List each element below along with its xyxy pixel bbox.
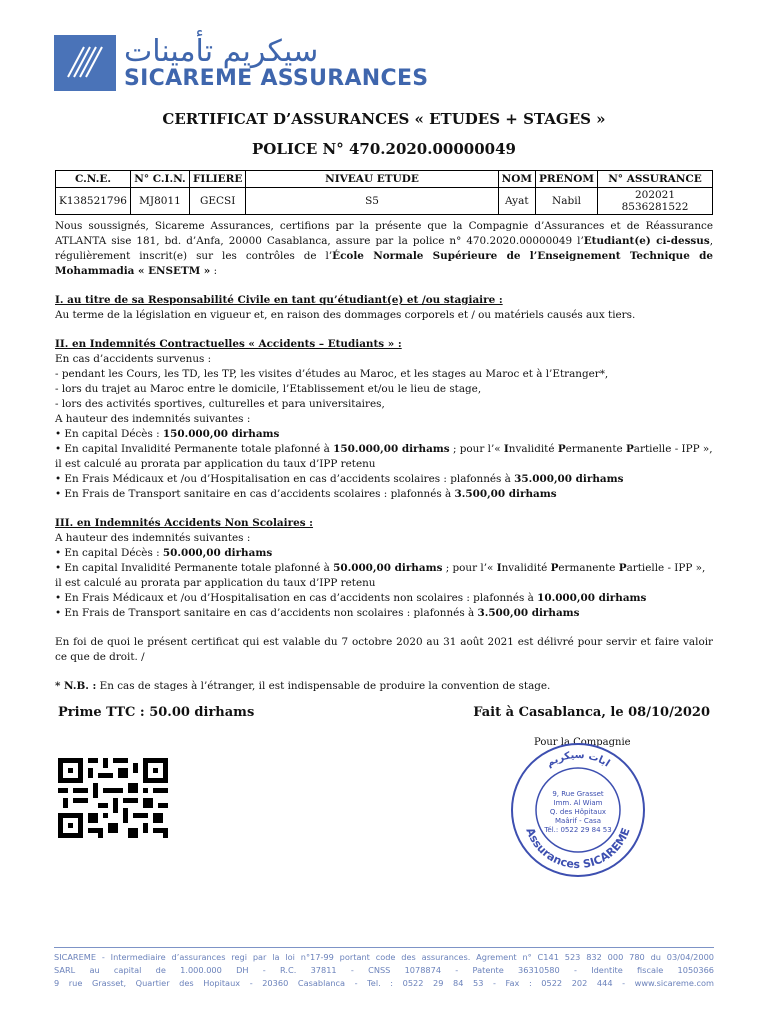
label: • En capital Invalidité Permanente totale plafonné à: [55, 562, 334, 574]
amount: 150.000,00 dirhams: [333, 443, 450, 455]
intro-text-1: Nous soussignés, Sicareme Assurances, certifions par la présente que la Compagnie d’Assurances et de Réassurance ATLANTA sise 181, bd. d’Anfa, 20000 Casablanca, assure par la police n° 470.2020.00000049 l’: [55, 220, 713, 247]
label: • En Frais de Transport sanitaire en cas d’accidents non scolaires : plafonnés à: [55, 607, 478, 619]
label: • En capital Décès :: [55, 547, 163, 559]
label: • En Frais Médicaux et /ou d’Hospitalisation en cas d’accidents scolaires : plafonnés à: [55, 473, 515, 485]
qr-code-icon: [58, 758, 168, 838]
stamp-line: Q. des Hôpitaux: [549, 808, 607, 816]
col-cin: N° C.I.N.: [130, 171, 189, 188]
cell-cne: K138521796: [56, 188, 131, 215]
table-row: [56, 188, 713, 215]
nb-text: En cas de stages à l’étranger, il est indispensable de produire la convention de stage.: [96, 680, 551, 692]
footer-divider: [54, 947, 714, 948]
section1-text: Au terme de la législation en vigueur et, en raison des dommages corporels et / ou matériels causés aux tiers.: [55, 309, 636, 321]
label: • En capital Invalidité Permanente totale plafonné à: [55, 443, 334, 455]
company-stamp: [508, 740, 648, 880]
label: ; pour l’«: [442, 562, 497, 574]
label: artielle - IPP », il est calculé au prorata par application du taux d’IPP retenu: [55, 443, 713, 470]
ipp-letter: P: [557, 443, 566, 455]
table-header-row: [56, 171, 713, 188]
amount: 50.000,00 dirhams: [162, 547, 273, 559]
col-cne: C.N.E.: [56, 171, 131, 188]
stamp-line: 9, Rue Grasset: [552, 790, 604, 798]
ipp-letter: I: [503, 443, 509, 455]
amount: 35.000,00 dirhams: [514, 473, 624, 485]
amount: 10.000,00 dirhams: [537, 592, 647, 604]
amount: 50.000,00 dirhams: [333, 562, 443, 574]
logo-company-name: SICAREME ASSURANCES: [124, 66, 429, 91]
label: ermanente: [558, 562, 619, 574]
section3-frais-medicaux: [55, 591, 713, 606]
intro-text-3: :: [210, 265, 218, 277]
section1-heading: I. au titre de sa Responsabilité Civile en tant qu’étudiant(e) et /ou stagiaire :: [55, 294, 503, 306]
ipp-letter: P: [618, 562, 627, 574]
label: • En capital Décès :: [55, 428, 163, 440]
section2-deces: [55, 427, 713, 442]
section2-heading: II. en Indemnités Contractuelles « Accidents – Etudiants » :: [55, 338, 402, 350]
amount: 150.000,00 dirhams: [162, 428, 280, 440]
section3-heading: III. en Indemnités Accidents Non Scolaires :: [55, 517, 314, 529]
label: • En Frais Médicaux et /ou d’Hospitalisation en cas d’accidents non scolaires : plafonnés à: [55, 592, 538, 604]
section2-line: - lors du trajet au Maroc entre le domicile, l’Etablissement et/ou le lieu de stage,: [55, 383, 482, 395]
col-nom: NOM: [498, 171, 535, 188]
col-filiere: FILIERE: [189, 171, 245, 188]
col-prenom: PRENOM: [536, 171, 598, 188]
stamp-line: Imm. Al Wiam: [553, 799, 603, 807]
section2-line: - pendant les Cours, les TD, les TP, les visites d’études au Maroc, et les stages au Maroc et à l’Etranger*,: [55, 368, 609, 380]
cell-assurance: 202021 8536281522: [598, 188, 713, 215]
section3-deces: [55, 546, 713, 561]
ipp-letter: P: [625, 443, 634, 455]
col-assurance: N° ASSURANCE: [598, 171, 713, 188]
logo-stripes-icon: [54, 35, 116, 91]
stamp-line: Tél.: 0522 29 84 53: [544, 826, 612, 834]
amount: 3.500,00 dirhams: [454, 488, 557, 500]
certificate-body: [55, 219, 713, 694]
section3-transport: [55, 606, 713, 621]
section3-line: A hauteur des indemnités suivantes :: [55, 532, 251, 544]
intro-paragraph: [55, 219, 713, 279]
cell-filiere: GECSI: [189, 188, 245, 215]
ipp-letter: P: [550, 562, 559, 574]
footer-line-2: SARL au capital de 1.000.000 DH - R.C. 37811 - CNSS 1078874 - Patente 36310580 - Identite fiscale 1050366: [54, 965, 714, 975]
student-info-table: [55, 170, 713, 215]
footer-line-3: 9 rue Grasset, Quartier des Hopitaux - 20360 Casablanca - Tel. : 0522 29 84 53 - Fax : 0522 202 444 - www.sicareme.com: [54, 978, 714, 988]
section3-invalidite: [55, 561, 713, 591]
stamp-ring-bottom: Assurances SICAREME: [523, 826, 633, 872]
label: artielle - IPP », il est calculé au prorata par application du taux d’IPP retenu: [55, 562, 706, 589]
issue-place-date: Fait à Casablanca, le 08/10/2020: [473, 705, 710, 720]
section2-frais-medicaux: [55, 472, 713, 487]
ipp-letter: I: [496, 562, 502, 574]
signature-caption: Pour la Compagnie: [534, 737, 631, 748]
amount: 3.500,00 dirhams: [477, 607, 580, 619]
nb-note: [55, 679, 713, 694]
col-niveau: NIVEAU ETUDE: [246, 171, 498, 188]
label: nvalidité: [508, 443, 558, 455]
section2-line: En cas d’accidents survenus :: [55, 353, 212, 365]
label: nvalidité: [501, 562, 551, 574]
premium-amount: Prime TTC : 50.00 dirhams: [58, 705, 255, 720]
cell-nom: Ayat: [498, 188, 535, 215]
intro-bold-1: Etudiant(e) ci-dessus: [583, 235, 710, 247]
policy-number: POLICE N° 470.2020.00000049: [252, 140, 516, 158]
section2-line: A hauteur des indemnités suivantes :: [55, 413, 251, 425]
footer-line-1: SICAREME - Intermediaire d’assurances regi par la loi n°17-99 portant code des assurances. Agrement n° C141 523 832 000 780 du 03/04/2000: [54, 952, 714, 962]
logo-arabic-name: سيكريم تأمينات: [124, 34, 319, 69]
section2-invalidite: [55, 442, 713, 472]
logo-mark: [54, 35, 116, 91]
cell-niveau: S5: [246, 188, 498, 215]
closing-paragraph: En foi de quoi le présent certificat qui est valable du 7 octobre 2020 au 31 août 2021 est délivré pour servir et faire valoir ce que de droit. /: [55, 636, 713, 663]
label: ermanente: [565, 443, 626, 455]
intro-school: École Normale Supérieure de l’Enseignement Technique de Mohammadia « ENSETM »: [55, 250, 713, 277]
section2-line: - lors des activités sportives, culturelles et para universitaires,: [55, 398, 385, 410]
intro-text-2: , régulièrement inscrit(e) sur les contrôles de l’: [55, 235, 713, 262]
label: • En Frais de Transport sanitaire en cas d’accidents scolaires : plafonnés à: [55, 488, 455, 500]
cell-prenom: Nabil: [536, 188, 598, 215]
cell-cin: MJ8011: [130, 188, 189, 215]
stamp-ring-top: ابات سيكريم: [544, 749, 612, 770]
stamp-line: Maârif - Casa: [555, 817, 601, 825]
nb-label: * N.B. :: [55, 680, 97, 692]
section2-transport: [55, 487, 713, 502]
label: ; pour l’«: [449, 443, 504, 455]
certificate-title: CERTIFICAT D’ASSURANCES « ETUDES + STAGES »: [162, 110, 606, 128]
